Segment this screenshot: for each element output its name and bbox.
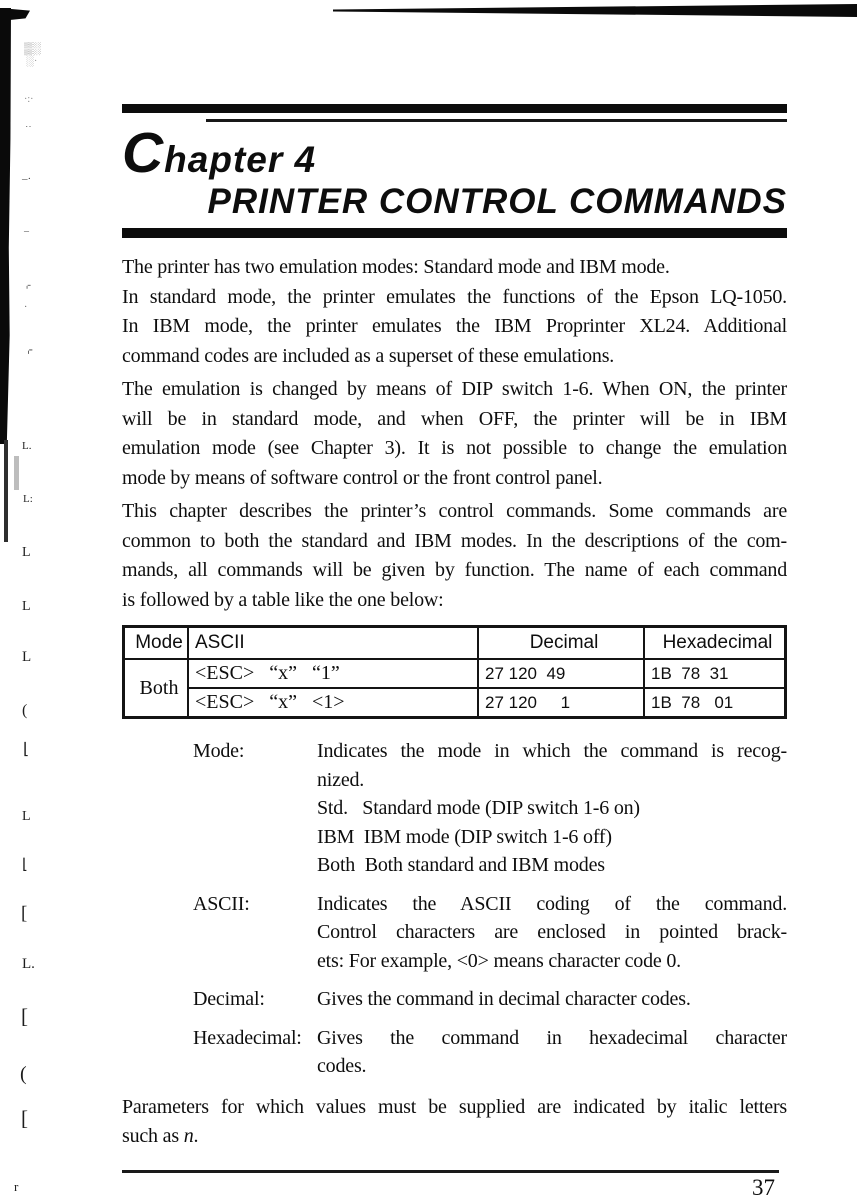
margin-artifact: [ (21, 903, 28, 924)
text-line: nized. (317, 768, 365, 791)
definition-body (317, 890, 787, 976)
hex-cell: 1B 78 01 (644, 688, 786, 718)
text-line: Control characters are enclosed in pointed brack- (317, 921, 787, 943)
text-line: Both Both standard and IBM modes (317, 854, 605, 876)
definition-term: Mode: (193, 740, 245, 762)
margin-artifact: [ (21, 1106, 28, 1130)
definition-body (317, 1024, 787, 1081)
closing-paragraph (122, 1093, 787, 1152)
margin-artifact: L (22, 545, 31, 560)
definition-body (317, 737, 787, 880)
table-header-row (124, 627, 786, 660)
text-line: IBM IBM mode (DIP switch 1-6 off) (317, 825, 612, 848)
page-number: 37 (752, 1174, 775, 1200)
text-line: Std. Standard mode (DIP switch 1-6 on) (317, 797, 640, 819)
margin-artifact: L: (23, 493, 33, 505)
text-line: Indicates the mode in which the command is recog- (317, 740, 787, 762)
margin-artifact: ⌌ (24, 344, 33, 356)
margin-artifact: r (14, 1179, 19, 1194)
text-line: mode by means of software control or the front control panel. (122, 466, 603, 489)
italic-parameter-n: n (183, 1125, 194, 1147)
scan-left-edge-tail-artifact (4, 440, 8, 542)
text-line: emulation mode (see Chapter 3). It is not possible to change the emulation (122, 437, 787, 459)
definition-term: ASCII: (193, 892, 250, 915)
margin-artifact: ‥ (25, 119, 32, 130)
margin-artifact: L (22, 649, 32, 665)
margin-artifact: L. (22, 956, 35, 972)
definition-term: Hexadecimal: (193, 1026, 302, 1049)
definition-row (193, 985, 787, 1014)
text-line: Gives the command in decimal character codes. (317, 988, 691, 1010)
text-line: is followed by a table like the one below: (122, 588, 444, 611)
margin-artifact: ⌌ (23, 280, 32, 291)
table-row (124, 659, 786, 688)
text-line: will be in standard mode, and when OFF, the printer will be in IBM (122, 407, 787, 430)
margin-artifact: · (24, 302, 28, 313)
text-line: mands, all commands will be given by function. The name of each command (122, 559, 787, 581)
command-format-table (122, 625, 787, 719)
margin-artifact: [ (21, 1004, 28, 1028)
column-header-mode: Mode (124, 627, 189, 660)
margin-artifact: L (22, 809, 31, 824)
scan-left-edge-gray-artifact (14, 456, 19, 490)
closing-text: such as (122, 1125, 184, 1147)
ascii-cell: <ESC> “x” <1> (188, 688, 478, 718)
header-top-rule (122, 104, 787, 113)
margin-artifact: ( (20, 1063, 27, 1085)
closing-last-line (122, 1122, 787, 1152)
text-line: codes. (317, 1055, 367, 1077)
margin-artifact: L (22, 599, 31, 614)
chapter-label: hapter 4 (164, 139, 317, 180)
ascii-cell: <ESC> “x” “1” (188, 659, 478, 688)
definition-body (317, 985, 787, 1014)
chapter-heading (122, 121, 787, 185)
closing-lines (122, 1093, 787, 1123)
closing-text: . (193, 1125, 199, 1147)
paragraph (122, 253, 787, 371)
text-line: Parameters for which values must be supplied are indicated by italic letters (122, 1095, 787, 1118)
column-header-ascii: ASCII (188, 627, 478, 660)
margin-artifact: ‒· (22, 173, 32, 185)
text-line: common to both the standard and IBM modes. In the descriptions of the com- (122, 529, 787, 552)
hex-cell: 1B 78 31 (644, 659, 786, 688)
text-line: The printer has two emulation modes: Standard mode and IBM mode. (122, 256, 670, 278)
chapter-initial-cap: C (122, 121, 165, 185)
text-line: The emulation is changed by means of DIP switch 1-6. When ON, the printer (122, 378, 787, 400)
header-thin-rule (206, 119, 787, 122)
text-line: command codes are included as a superset of these emulations. (122, 344, 615, 367)
definition-row (193, 890, 787, 976)
text-line: This chapter describes the printer’s control commands. Some commands are (122, 500, 787, 522)
margin-artifact: ·:· (24, 94, 34, 105)
text-line: Indicates the ASCII coding of the command. (317, 892, 787, 915)
decimal-cell: 27 120 49 (478, 659, 644, 688)
paragraph (122, 497, 787, 615)
text-line: ets: For example, <0> means character code 0. (317, 949, 681, 972)
header-bottom-rule (122, 228, 787, 238)
margin-artifact: ⌊ (22, 857, 28, 873)
page-title: PRINTER CONTROL COMMANDS (207, 182, 787, 221)
margin-artifact: ░· (26, 55, 38, 67)
page-content (122, 0, 787, 1201)
footer-rule (122, 1170, 779, 1173)
scan-left-edge-band-artifact (0, 8, 11, 444)
text-line: In standard mode, the printer emulates the functions of the Epson LQ-1050. (122, 285, 787, 308)
definition-row (193, 737, 787, 880)
margin-artifact: ( (22, 702, 28, 719)
text-line: Gives the command in hexadecimal character (317, 1026, 787, 1049)
mode-cell: Both (124, 659, 189, 718)
margin-artifact: L. (22, 440, 32, 452)
table-row (124, 688, 786, 718)
paragraph (122, 375, 787, 493)
term-definitions (193, 737, 787, 1081)
decimal-cell: 27 120 1 (478, 688, 644, 718)
intro-paragraphs (122, 253, 787, 615)
definition-term: Decimal: (193, 988, 265, 1010)
text-line: In IBM mode, the printer emulates the IBM Proprinter XL24. Additional (122, 315, 787, 337)
margin-artifact: ▒░ (24, 41, 42, 55)
definition-row (193, 1024, 787, 1081)
margin-artifact: ‒ (24, 226, 29, 237)
margin-artifact: ⌊ (23, 741, 30, 758)
column-header-decimal: Decimal (478, 627, 644, 660)
column-header-hexadecimal: Hexadecimal (644, 627, 786, 660)
